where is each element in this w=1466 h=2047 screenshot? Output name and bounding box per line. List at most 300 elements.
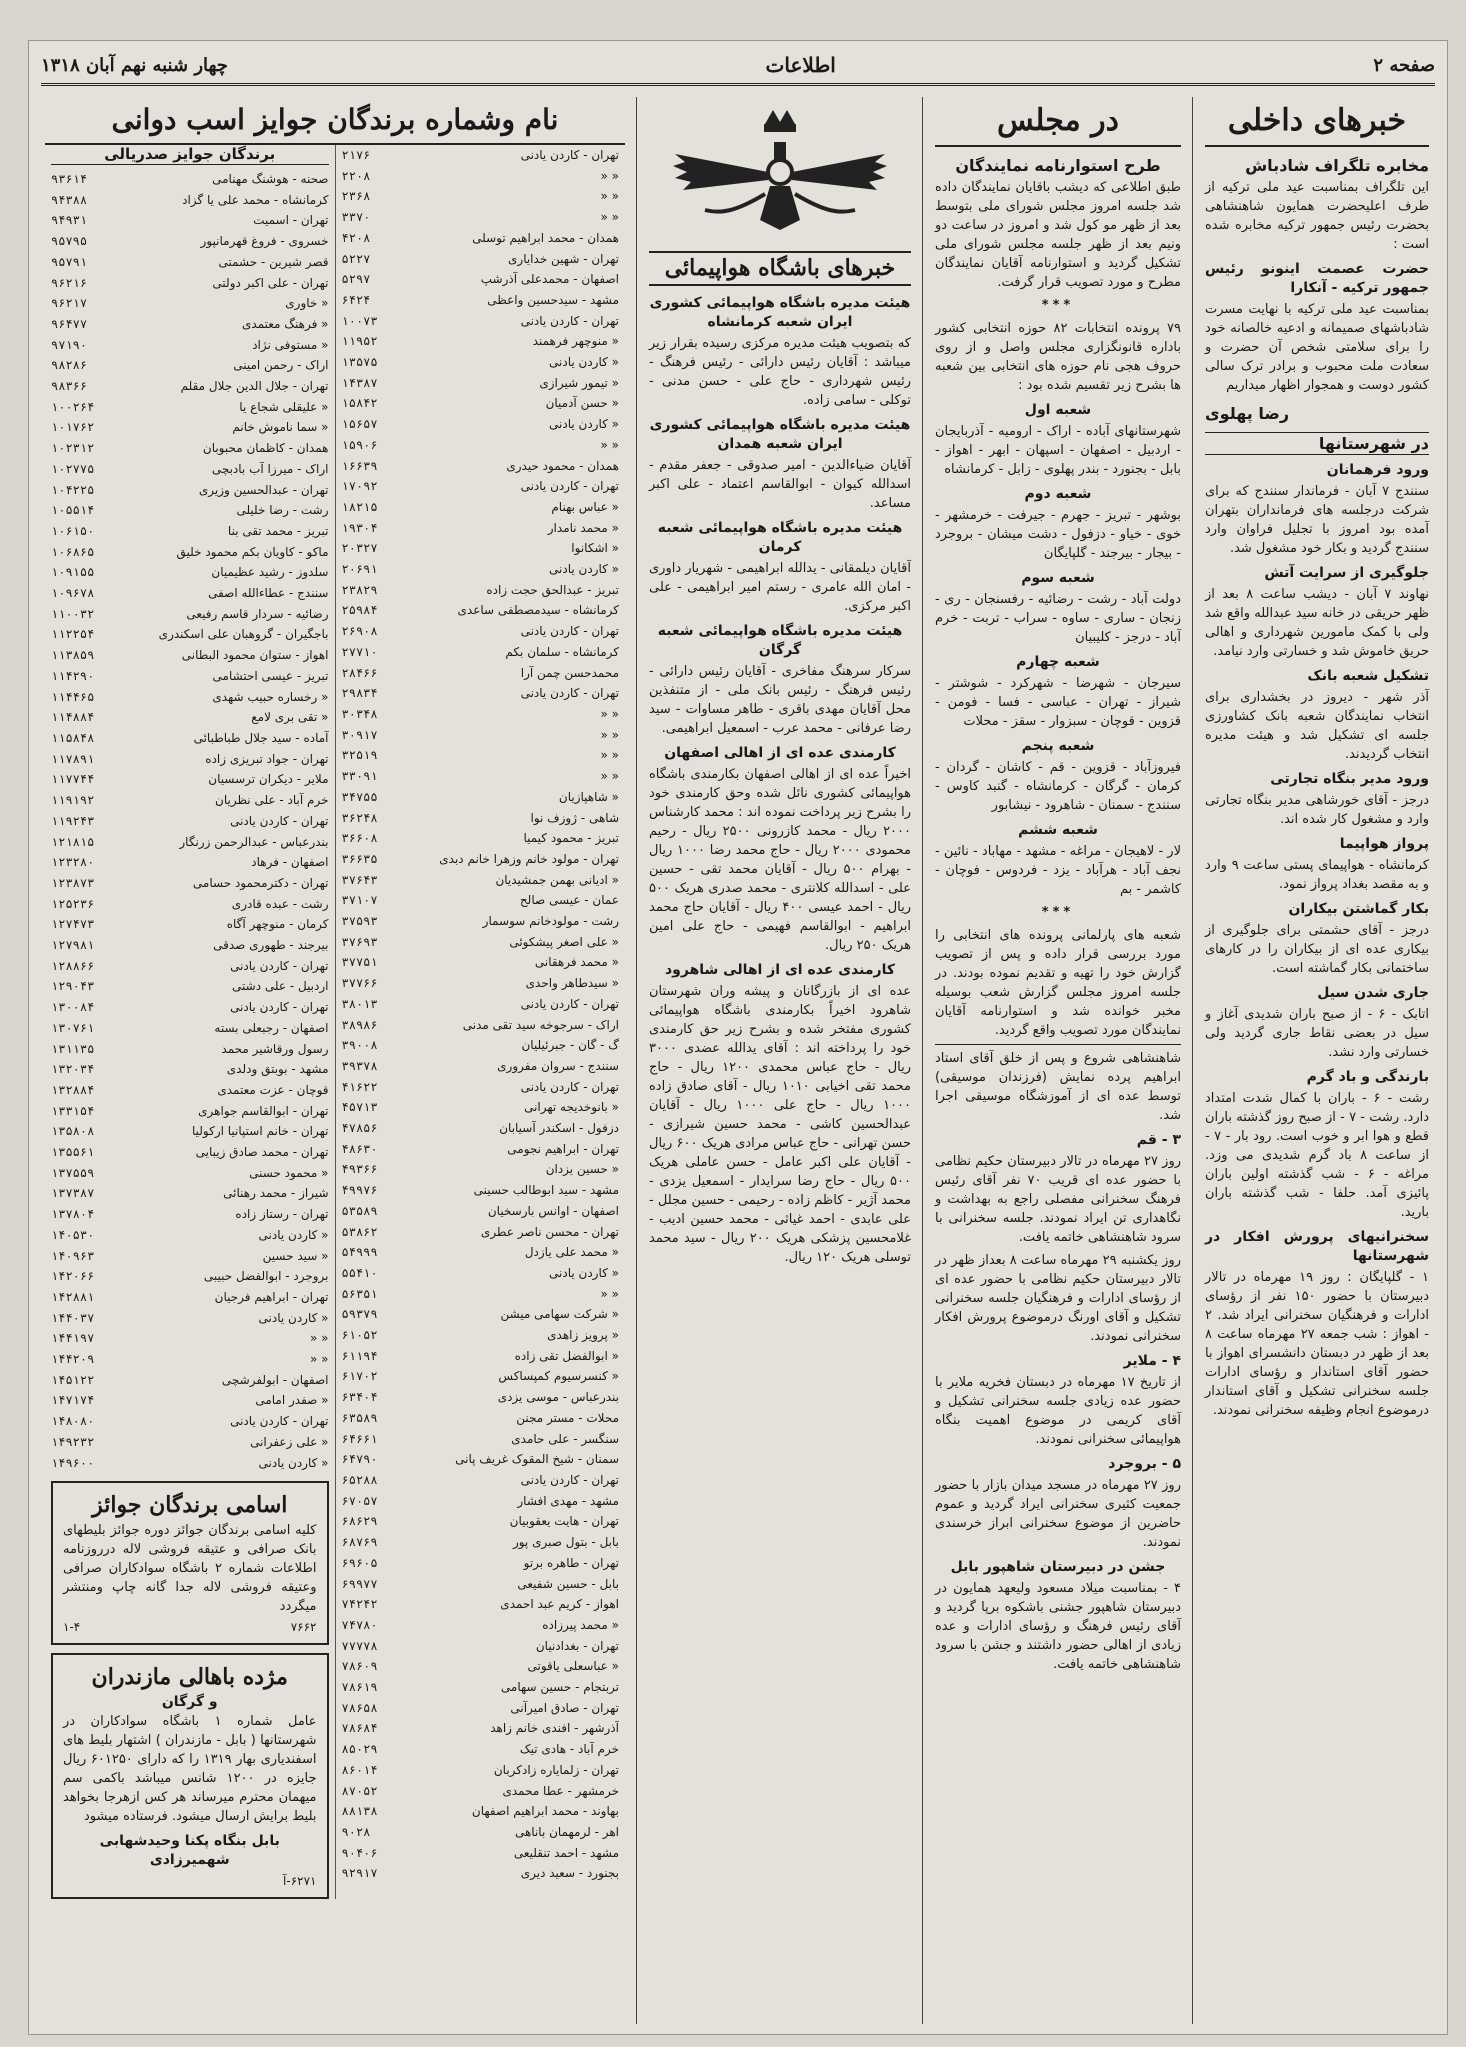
winner-number: ۱۱۴۲۹۰ (51, 668, 95, 683)
winner-row (342, 1843, 620, 1864)
winner-number: ۷۸۶۰۹ (341, 1659, 378, 1674)
winner-name: گ - گان - جبرئیلیان (521, 1038, 619, 1053)
winner-row (342, 1304, 620, 1325)
winner-row (51, 1308, 329, 1329)
winner-row (342, 414, 620, 435)
winner-number: ۳۷۶۴۳ (341, 872, 378, 887)
winner-name: صحنه - هوشنگ مهنامی (212, 172, 329, 186)
winner-name: « محمد نامدار (547, 520, 619, 535)
winner-name: « پرویز زاهدی (547, 1328, 619, 1343)
winner-name: « تقی بری لامع (251, 710, 329, 725)
isfahan-heading: کارمندی عده ای از اهالی اصفهان (664, 745, 896, 761)
winner-name: دزفول - اسکندر آسیابان (499, 1121, 619, 1136)
branch-2-text: بوشهر - تبریز - جهرم - جیرفت - خرمشهر - خوی - خیاو - دزفول - دشت میشان - بروجرد - بیجار - بیرجند - گلپایگان (935, 508, 1181, 561)
winner-name: « « (600, 168, 619, 183)
winner-name: تهران - جواد تبریزی زاده (205, 751, 329, 766)
winner-name: بابل - بتول صبری پور (512, 1535, 619, 1550)
winner-row (342, 1656, 620, 1677)
mazandaran-ad-ref: ۶۲۷۱-آ (283, 1874, 317, 1889)
winner-name: « حسین یزدان (545, 1162, 619, 1177)
winner-name: ملایر - دیکران ترسسیان (208, 772, 329, 787)
winner-number: ۳۶۲۴۸ (341, 810, 378, 825)
winner-name: مشهد - بوبتق ودلدی (226, 1062, 329, 1077)
winner-number: ۶۹۶۰۵ (341, 1555, 378, 1570)
winner-row (342, 1822, 620, 1843)
winner-row (342, 663, 620, 684)
winner-number: ۷۸۶۸۴ (341, 1721, 378, 1736)
winner-number: ۱۸۲۱۵ (341, 499, 378, 514)
winner-name: « « (600, 748, 619, 763)
winner-row (51, 1018, 329, 1039)
winner-number: ۹۴۹۳۱ (51, 213, 88, 228)
separator-stars: *** (1041, 905, 1075, 920)
winner-number: ۸۵۰۲۹ (341, 1742, 378, 1757)
winner-number: ۶۳۵۸۹ (341, 1410, 378, 1425)
winner-number: ۳۷۱۰۷ (341, 893, 378, 908)
winner-name: اصفهان - فرهاد (251, 855, 329, 870)
winner-number: ۹۰۴۰۶ (341, 1845, 378, 1860)
winner-name: بروجرد - ابوالفضل حبیبی (203, 1269, 329, 1284)
winner-name: تهران - ابراهیم فرجیان (214, 1289, 329, 1304)
winner-number: ۳۷۷۵۱ (341, 955, 378, 970)
winner-number: ۱۰۰۲۶۴ (51, 399, 95, 414)
winner-row (51, 1328, 329, 1349)
winner-number: ۱۴۴۰۳۷ (51, 1310, 95, 1325)
winner-name: خسروی - فروغ قهرمانپور (200, 234, 329, 249)
winner-number: ۳۷۵۹۳ (341, 914, 378, 929)
winner-name: « محمد فرهقانی (534, 955, 619, 970)
winner-number: ۳۰۳۴۸ (341, 706, 378, 721)
winner-number: ۵۳۵۸۹ (341, 1203, 378, 1218)
winner-name: مشهد - احمد تنقلیعی (513, 1845, 619, 1860)
column-rule (636, 97, 637, 2024)
domestic-news-title: خبرهای داخلی (1205, 97, 1429, 147)
winner-name: تهران - کاردن یادنی (230, 813, 329, 828)
winner-row (342, 1325, 620, 1346)
winner-name: رسول ورقاشیر محمد (221, 1041, 329, 1056)
winner-row (342, 1201, 620, 1222)
winner-row (51, 956, 329, 977)
winner-row (342, 1222, 620, 1243)
winner-row (342, 1718, 620, 1739)
winner-name: تهران - ابراهیم نجومی (507, 1141, 619, 1156)
winner-number: ۱۴۳۸۷ (341, 375, 378, 390)
winner-number: ۱۱۴۸۸۴ (51, 710, 95, 725)
winner-number: ۳۳۰۹۱ (341, 769, 378, 784)
winner-number: ۱۴۲۸۸۱ (51, 1289, 95, 1304)
winner-row (342, 1739, 620, 1760)
winner-name: « صفدر امامی (255, 1393, 329, 1408)
winner-number: ۱۱۴۴۶۵ (51, 689, 95, 704)
winner-number: ۲۳۸۲۹ (341, 582, 378, 597)
winner-row (51, 1411, 329, 1432)
winner-number: ۱۱۲۲۵۴ (51, 627, 95, 642)
winner-row (342, 766, 620, 787)
winner-number: ۹۵۷۹۵ (51, 234, 88, 249)
mazandaran-ad-subtitle: و گرگان (161, 1694, 218, 1711)
winner-row (342, 249, 620, 270)
winner-row (342, 1636, 620, 1657)
winner-row (342, 1408, 620, 1429)
bank-heading: تشکیل شعبه بانک (1307, 668, 1429, 684)
winner-number: ۶۷۰۵۷ (341, 1493, 378, 1508)
winner-row (342, 1077, 620, 1098)
mazandaran-ad-sign: بابل بنگاه پکنا وحیدشهابی شهمیرزادی (99, 1833, 280, 1869)
winner-row (342, 435, 620, 456)
winner-row (51, 894, 329, 915)
winner-number: ۴۷۸۵۶ (341, 1121, 378, 1136)
winner-number: ۴۱۶۲۲ (341, 1079, 378, 1094)
winner-row (51, 293, 329, 314)
winner-number: ۶۸۶۲۹ (341, 1514, 378, 1529)
winner-row (51, 1059, 329, 1080)
winner-number: ۶۹۹۷۷ (341, 1576, 378, 1591)
winner-number: ۳۸۹۸۶ (341, 1017, 378, 1032)
winner-row (51, 1142, 329, 1163)
winner-name: تهران - کاردن یادنی (520, 1473, 619, 1487)
winners-lists (45, 145, 625, 1899)
winner-number: ۹۰۲۸ (341, 1824, 371, 1839)
winner-number: ۵۹۳۷۹ (341, 1307, 378, 1322)
winner-name: « « (310, 1352, 329, 1367)
winner-number: ۱۳۳۱۵۴ (51, 1103, 95, 1118)
winner-row (342, 1532, 620, 1553)
winner-number: ۱۳۵۷۵ (341, 355, 378, 370)
winner-number: ۲۶۹۰۸ (341, 624, 378, 639)
winner-name: محمدحسن چمن آرا (520, 665, 619, 680)
winner-name: « سیدطاهر واحدی (525, 976, 619, 991)
winner-name: « سید حسین (262, 1248, 329, 1263)
winner-name: قوچان - عزت معتمدی (217, 1082, 329, 1097)
winner-number: ۳۶۶۳۵ (341, 851, 378, 866)
winner-name: تهران - کاردن یادنی (520, 1079, 619, 1094)
winner-number: ۲۷۷۱۰ (341, 644, 378, 659)
winner-row (342, 1035, 620, 1056)
winner-row (51, 417, 329, 438)
winner-number: ۱۰۲۳۱۲ (51, 441, 95, 456)
winner-name: « اشکانوا (571, 541, 619, 556)
masthead (41, 47, 1435, 86)
winner-number: ۹۵۷۹۱ (51, 254, 88, 269)
winner-row (342, 1863, 620, 1884)
winner-row (51, 314, 329, 335)
winner-name: « « (310, 1331, 329, 1346)
winner-row (342, 994, 620, 1015)
winners-column (37, 97, 633, 2024)
winner-row (51, 252, 329, 273)
winner-number: ۱۹۳۰۴ (341, 520, 378, 535)
winner-number: ۱۱۹۲۴۳ (51, 813, 95, 828)
winner-row (51, 562, 329, 583)
lectures-heading: سخنرانیهای پرورش افکار در شهرستانها (1205, 1229, 1429, 1264)
winner-name: « « (600, 189, 619, 204)
telegraph-heading: مخابره تلگراف شادباش (1245, 156, 1429, 175)
winner-row (51, 624, 329, 645)
branch-5-text: فیروزآباد - قزوین - قم - کاشان - گردان - کرمان - گرگان - کرمانشاه - گنبد کاوس - سنندج - سمنان - شاهرود - نیشابور (935, 760, 1181, 813)
branch-4-text: سیرجان - شهرضا - شهرکرد - شوشتر - شیراز - تهران - عباسی - فسا - فومن - قزوین - قوچان - سبزوار - سقز - محلات (935, 676, 1181, 729)
winner-number: ۴۵۷۱۳ (341, 1100, 378, 1115)
winner-number: ۱۴۰۹۶۳ (51, 1248, 95, 1263)
separator-stars: *** (1041, 298, 1075, 313)
winner-row (51, 749, 329, 770)
domestic-news-column (1197, 97, 1437, 2024)
winner-name: شیراز - محمد رهنائی (223, 1186, 329, 1201)
winner-number: ۱۴۰۵۳۰ (51, 1227, 95, 1242)
fire-text: نهاوند ۷ آبان - دیشب ساعت ۸ بعد از ظهر حریقی در خانه سید عبدالله واقع شد ولی با کمک مامورین شهرداری و اهالی حریق خاموش شد و خسارتی وارد نیامد. (1205, 587, 1429, 659)
winner-number: ۹۲۹۱۷ (341, 1866, 378, 1881)
issue-date: چهار شنبه نهم آبان ۱۳۱۸ (41, 54, 228, 76)
winner-name: اراک - میرزا آب بادبچی (211, 461, 329, 476)
majlis-column (927, 97, 1189, 2024)
winner-name: تهران - خانم استپانیا ارکولیا (191, 1124, 329, 1139)
winner-name: سنندج - عطاءالله اصفی (208, 586, 329, 601)
branch-6-heading: شعبه ششم (1018, 822, 1098, 838)
winner-row (342, 373, 620, 394)
winner-number: ۳۷۶۹۳ (341, 934, 378, 949)
isfahan-text: اخیراً عده ای از اهالی اصفهان بکارمندی باشگاه هواپیمائی کشوری نائل شده وحق کارمندی خود را بشرح زیر پرداخت نموده اند : محمد کارشناس ۲۰۰۰ ریال - محمد کازرونی ۲۵۰۰ ریال - رحیم محمودی ۲۰۰۰ ریال - حاج محمد رضا ۱۰۰۰ ریال - بهرام ۵۰۰ ریال - آقایان محمد تقی - حسین علی - اسدالله کلانتری - محمد صدری هریک ۵۰۰ ریال - احمد عیسی ۴۰۰ ریال - آقایان حاج محمد ابراهیم - ابوالقاسم فهیمی - حاج علی امین هریک ۲۵۰ ریال. (649, 767, 912, 953)
winner-number: ۱۷۰۹۲ (341, 479, 378, 494)
winner-row (51, 1225, 329, 1246)
winner-number: ۹۶۲۱۶ (51, 275, 88, 290)
shahrud-text: عده ای از بازرگانان و پیشه وران شهرستان شاهرود اخیراً بکارمندی باشگاه هواپیمائی کشوری مفتخر شده و بشرح زیر حق کارمندی خود را پرداخته اند : آقای یدالله عضدی ۳۰۰۰ ریال - حاج عباس محمدی ۱۲۰۰ ریال - حاج محمد تقی اخیابی ۱۰۱۰ ریال - آقای صادق زاده ۱۰۰۰ ریال - حاج علی ۱۰۰۰ ریال - آقایان عبدالحسین کاشی - محمد حسین شیرازی - حسن تهرانی - حاج عباس مرادی هریک ۶۰۰ ریال - آقایان علی اکبر عامل - حسن عاملی هریک ۵۰۰ ریال - حاج رضا سرایدار - اسمعیل یزدی - محمد آژیر - کاظم زاده - رحیمی - حسین مجلل - علی عابدی - احمد غیاثی - محمد حسین ادیب - غلامحسین پزشکی هریک ۲۰۰ ریال - سید محمد توسلی هریک ۱۲۰ ریال. (649, 984, 912, 1265)
winner-name: باجگیران - گروهبان علی اسکندری (158, 627, 329, 642)
cities-section-heading: در شهرستانها (1205, 432, 1429, 455)
winner-number: ۱۴۴۱۹۷ (51, 1331, 95, 1346)
winner-name: تهران - بغدادنیان (535, 1638, 619, 1653)
winner-row (342, 1159, 620, 1180)
winner-row (342, 1139, 620, 1160)
winner-row (342, 1284, 620, 1305)
winner-name: بیرجند - طهوری صدقی (213, 938, 329, 953)
page-label: صفحه ۲ (1373, 54, 1435, 76)
winner-row (51, 397, 329, 418)
winner-number: ۲۸۴۶۶ (341, 665, 378, 680)
winner-name: بندرعباس - عبدالرحمن زرنگار (179, 834, 329, 849)
winner-name: « تیمور شیرازی (539, 375, 619, 390)
winner-name: « « (600, 727, 619, 742)
gorgan-heading: هیئت مدیره باشگاه هواپیمائی شعبه گرگان (657, 623, 903, 658)
winner-number: ۶۱۷۰۲ (341, 1369, 378, 1384)
winner-row (51, 1039, 329, 1060)
winner-row (51, 976, 329, 997)
winner-row (51, 1266, 329, 1287)
winner-number: ۷۴۲۴۲ (341, 1597, 378, 1612)
winner-row (51, 604, 329, 625)
winner-name: « کنسرسیوم کمپساکس (498, 1369, 619, 1384)
winner-name: رشت - رضا خلیلی (236, 503, 329, 518)
kermanshah-heading: هیئت مدیره باشگاه هواپیمائی کشوری ایران شعبه کرمانشاه (649, 295, 911, 330)
winner-number: ۷۸۶۵۸ (341, 1700, 378, 1715)
winner-name: آماده - سید جلال طباطبائی (193, 730, 329, 745)
winged-emblem-icon (665, 102, 895, 242)
column-rule (1192, 97, 1193, 2024)
kerman-text: آقایان دیلمقانی - یدالله ابراهیمی - شهریار داوری - امان الله عامری - رستم امیر ابراهیمی - علی اکبر مرکزی. (649, 561, 911, 614)
winners-subtitle: برندگان جوایز صدریالی (51, 145, 329, 165)
winner-name: سنندج - سروان مفروری (497, 1058, 619, 1073)
branch-2-heading: شعبه دوم (1024, 486, 1092, 502)
winner-row (342, 1387, 620, 1408)
winner-row (342, 476, 620, 497)
winner-name: قصر شیرین - حشمتی (218, 254, 329, 269)
branch-3-heading: شعبه سوم (1021, 570, 1095, 586)
winner-row (342, 1553, 620, 1574)
flood-heading: جاری شدن سیل (1317, 985, 1429, 1001)
winner-row (51, 480, 329, 501)
winner-number: ۴۸۶۳۰ (341, 1141, 378, 1156)
mazandaran-ad-footer (63, 1872, 317, 1891)
winner-row (342, 932, 620, 953)
winner-row (342, 600, 620, 621)
winner-row (51, 1101, 329, 1122)
winner-number: ۱۱۹۱۹۲ (51, 793, 95, 808)
winner-number: ۶۵۲۸۸ (341, 1473, 378, 1487)
winner-number: ۲۰۶۹۱ (341, 562, 378, 577)
winner-name: تهران - دکترمحمود حسامی (192, 875, 329, 890)
winner-row (51, 790, 329, 811)
winner-row (342, 1366, 620, 1387)
winner-row (342, 311, 620, 332)
winner-name: « کاردن یادنی (549, 417, 619, 432)
cases-text: ۷۹ پرونده انتخابات ۸۲ حوزه انتخابی کشور باداره قانونگزاری مجلس واصل و از روی حروف هجی نام حوزه های انتخابی بین شعبه ها بشرح زیر تقسیم شده بود : (935, 321, 1181, 393)
winner-row (342, 683, 620, 704)
faravahar-emblem (649, 97, 911, 247)
hamedan-heading: هیئت مدیره باشگاه هواپیمائی کشوری ایران شعبه همدان (649, 417, 911, 452)
winner-number: ۹۷۱۹۰ (51, 337, 88, 352)
winner-number: ۶۱۱۹۴ (341, 1348, 378, 1363)
winner-name: آذرشهر - افندی خانم زاهد (490, 1721, 619, 1736)
branch-1-text: شهرستانهای آباده - اراک - ارومیه - آذربایجان - اردبیل - اصفهان - اسپهان - ابهر - اهواز - بابل - بجنورد - بندر پهلوی - زابل - کرمانشاه (935, 424, 1181, 477)
winner-name: « علی زعفرانی (250, 1434, 329, 1449)
babol-heading: جشن در دبیرستان شاهپور بابل (950, 1559, 1166, 1575)
winner-name: تهران - محمد صادق زیبایی (195, 1145, 329, 1160)
winner-row (342, 559, 620, 580)
kerman-heading: هیئت مدیره باشگاه هواپیمائی شعبه کرمان (657, 520, 903, 555)
winner-name: مشهد - مهدی افشار (517, 1493, 619, 1508)
winner-number: ۱۲۳۸۷۳ (51, 875, 95, 890)
winner-number: ۳۶۶۰۸ (341, 831, 378, 846)
winner-name: تهران - کاردن یادنی (230, 1414, 329, 1429)
winner-number: ۱۲۹۰۴۳ (51, 979, 95, 994)
winner-row (51, 190, 329, 211)
winner-row (342, 808, 620, 829)
winner-number: ۶۸۷۶۹ (341, 1535, 378, 1550)
winner-number: ۱۳۰۷۶۱ (51, 1020, 95, 1035)
winner-name: خرم آباد - هادی تیک (519, 1742, 619, 1757)
winner-number: ۱۰۵۵۱۴ (51, 503, 95, 518)
winner-name: « سما ناموش خانم (232, 420, 329, 435)
winner-name: تهران - مولود خانم وزهرا خانم دبدی (439, 851, 619, 866)
winner-row (342, 1615, 620, 1636)
winner-name: اهواز - ستوان محمود البطانی (181, 648, 329, 663)
winner-name: « مستوفی نژاد (252, 337, 329, 352)
winner-name: بجنورد - سعید دیری (520, 1866, 619, 1881)
winner-name: « ادیانی بهمن جمشیدیان (495, 872, 619, 887)
winner-row (342, 973, 620, 994)
winner-row (342, 1015, 620, 1036)
winner-name: اصفهان - محمدعلی آذرشپ (480, 272, 619, 287)
winner-name: « « (600, 1286, 619, 1301)
report-text: شعبه های پارلمانی پرونده های انتخابی را مورد بررسی قرار داده و پس از تصویب گزارش خود را تهیه و تقدیم نموده بودند. در جلسه امروز مجلس گزارش شعب بوسیله مخبر خوانده شد و استوارنامه آقایان نمایندگان مورد تصویب واقع گردید. (935, 928, 1181, 1038)
newspaper-page (28, 40, 1448, 2035)
winner-number: ۱۳۷۸۰۴ (51, 1207, 95, 1222)
winner-row (342, 166, 620, 187)
winner-name: رشت - عبده قادری (231, 896, 329, 911)
winner-number: ۱۳۱۱۳۵ (51, 1041, 95, 1056)
winner-row (51, 542, 329, 563)
winner-number: ۲۳۶۸ (341, 189, 371, 204)
winner-number: ۶۱۰۵۲ (341, 1328, 378, 1343)
winner-name: « فرهنگ معتمدی (242, 316, 329, 331)
winner-row (342, 145, 620, 166)
winner-number: ۱۰۰۷۳ (341, 313, 378, 328)
winner-number: ۸۶۰۱۴ (341, 1762, 378, 1777)
winner-name: کرمان - منوچهر آگاه (226, 917, 329, 932)
winner-name: « « (600, 706, 619, 721)
winner-row (51, 645, 329, 666)
trade-heading: ورود مدیر بنگاه تجارتی (1270, 771, 1429, 787)
winner-number: ۳۲۵۱۹ (341, 748, 378, 763)
winner-number: ۱۲۷۹۸۱ (51, 938, 95, 953)
hamedan-text: آقایان ضیاءالدین - امیر صدوقی - جعفر مقدم - اسدالله کیوان - ابوالقاسم اعتماد - علی اکبر مساعد. (649, 458, 911, 511)
winner-name: اصفهان - اوانس بارسخیان (487, 1203, 619, 1218)
winner-number: ۵۶۳۵۱ (341, 1286, 378, 1301)
winner-number: ۱۴۴۲۰۹ (51, 1352, 95, 1367)
winner-number: ۱۰۲۷۷۵ (51, 461, 95, 476)
bank-text: آذر شهر - دیروز در بخشداری برای انتخاب نمایندگان شعبه بانک کشاورزی جلسه ای تشکیل شد و هیئت مدیره انتخاب گردیدند. (1205, 690, 1429, 762)
winner-number: ۶۴۶۶۱ (341, 1431, 378, 1446)
winner-name: « کاردن یادنی (549, 562, 619, 577)
winner-name: « علی اصغر پیشکوئی (509, 934, 619, 949)
winner-name: « رخساره حبیب شهدی (212, 689, 329, 704)
winner-number: ۱۱۵۸۴۸ (51, 730, 95, 745)
winner-row (51, 521, 329, 542)
winner-name: همدان - محمود حیدری (506, 458, 619, 473)
winner-row (342, 290, 620, 311)
winner-number: ۶۳۴۰۴ (341, 1390, 378, 1405)
winner-number: ۱۳۷۵۵۹ (51, 1165, 95, 1180)
winner-name: تهران - ابوالقاسم جواهری (198, 1103, 329, 1118)
winner-row (51, 666, 329, 687)
winner-number: ۵۲۲۷ (341, 251, 371, 266)
winner-name: تهران - کاردن یادنی (520, 479, 619, 494)
winner-name: « محمد پیرزاده (542, 1617, 619, 1632)
qom-text: روز ۲۷ مهرماه در تالار دبیرستان حکیم نظامی با حضور عده ای قریب ۷۰ نفر آقای رئیس فرهنگ سخنرانی مفصلی راجع به بهداشت و نگاهداری تن ایراد نمودند. جلسه سخنرانی با سرود شاهنشاهی خاتمه یافت. (935, 1154, 1182, 1245)
winner-row (51, 1349, 329, 1370)
winner-name: « کاردن یادنی (549, 355, 619, 370)
winner-name: تهران - کاردن یادنی (520, 148, 619, 162)
winner-row (51, 1163, 329, 1184)
winner-number: ۳۴۷۵۵ (341, 789, 378, 804)
winner-name: خرمشهر - عطا محمدی (502, 1783, 619, 1798)
winner-number: ۲۲۰۸ (341, 168, 371, 183)
winner-number: ۱۱۷۸۹۱ (51, 751, 95, 766)
winner-number: ۵۵۴۱۰ (341, 1265, 378, 1280)
winner-row (51, 438, 329, 459)
winner-row (51, 873, 329, 894)
qom-heading: ۳ - قم (1136, 1132, 1181, 1148)
winner-row (51, 355, 329, 376)
winner-number: ۴۹۹۷۶ (341, 1183, 378, 1198)
mazandaran-ad-title: مژده باهالی مازندران (91, 1664, 288, 1691)
winner-row (342, 1242, 620, 1263)
winner-name: « شرکت سهامی میشن (500, 1307, 619, 1322)
winner-name: « « (600, 210, 619, 225)
winner-row (51, 832, 329, 853)
winner-row (342, 1698, 620, 1719)
winner-row (51, 1453, 329, 1474)
unemployed-heading: بکار گماشتن بیکاران (1288, 901, 1429, 917)
winner-number: ۱۰۶۸۶۵ (51, 544, 95, 559)
